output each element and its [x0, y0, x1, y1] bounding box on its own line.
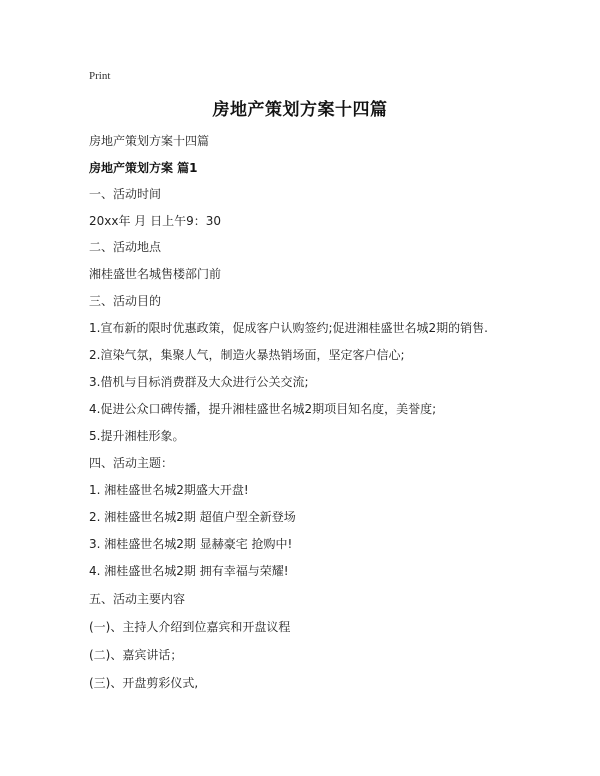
content-item-1: (一)、主持人介绍到位嘉宾和开盘议程	[89, 620, 291, 634]
purpose-item-4: 4.促进公众口碑传播，提升湘桂盛世名城2期项目知名度，美誉度;	[89, 402, 437, 416]
activity-location-text: 湘桂盛世名城售楼部门前	[89, 267, 222, 281]
activity-time-text: 20xx年 月 日上午9：30	[89, 214, 222, 228]
purpose-item-2: 2.渲染气氛，集聚人气，制造火暴热销场面，坚定客户信心;	[89, 348, 405, 362]
heading-main-content: 五、活动主要内容	[89, 592, 186, 606]
theme-item-1: 1. 湘桂盛世名城2期盛大开盘!	[89, 483, 249, 497]
heading-activity-location: 二、活动地点	[89, 240, 162, 254]
heading-activity-purpose: 三、活动目的	[89, 294, 162, 308]
content-item-3: (三)、开盘剪彩仪式,	[89, 676, 199, 690]
purpose-item-1: 1.宣布新的限时优惠政策，促成客户认购签约;促进湘桂盛世名城2期的销售.	[89, 321, 488, 335]
heading-activity-time: 一、活动时间	[89, 187, 162, 201]
purpose-item-5: 5.提升湘桂形象。	[89, 429, 185, 443]
document-title: 房地产策划方案十四篇	[212, 100, 388, 120]
subtitle-line: 房地产策划方案十四篇	[89, 134, 210, 148]
theme-item-3: 3. 湘桂盛世名城2期 显赫豪宅 抢购中!	[89, 537, 293, 551]
theme-item-4: 4. 湘桂盛世名城2期 拥有幸福与荣耀!	[89, 564, 289, 578]
section-heading: 房地产策划方案 篇1	[89, 161, 198, 175]
purpose-item-3: 3.借机与目标消费群及大众进行公关交流;	[89, 375, 309, 389]
print-label: Print	[89, 70, 111, 82]
theme-item-2: 2. 湘桂盛世名城2期 超值户型全新登场	[89, 510, 296, 524]
heading-activity-theme: 四、活动主题：	[89, 456, 174, 470]
content-item-2: (二)、嘉宾讲话；	[89, 648, 183, 662]
